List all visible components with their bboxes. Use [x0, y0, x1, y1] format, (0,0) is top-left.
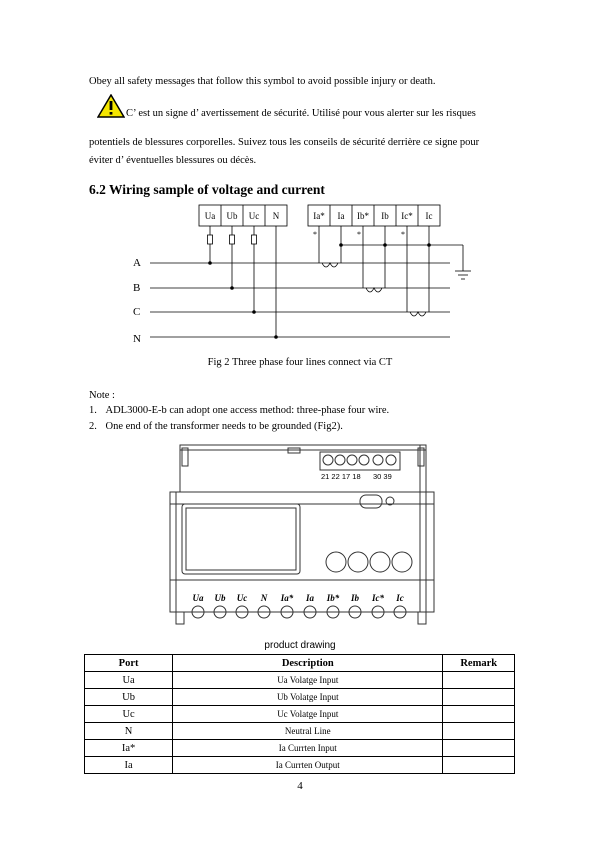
diagram-terminal-uc: Uc	[248, 211, 260, 221]
diagram-terminal-ib: Ib	[381, 211, 389, 221]
table-row	[85, 740, 515, 757]
diagram-terminal-ic: Ic	[425, 211, 433, 221]
warning-line-1: C’ est un signe d’ avertissement de sécurité. Utilisé pour vous alerter sur les risques	[126, 108, 476, 119]
header-port: Port	[85, 655, 173, 672]
top-terminal-numbers-2: 30 39	[373, 472, 392, 481]
product-drawing	[168, 440, 438, 630]
note-item-text: ADL3000-E-b can adopt one access method: three-phase four wire.	[105, 405, 390, 416]
table-row	[85, 672, 515, 689]
wiring-diagram	[0, 0, 600, 360]
device-label-ia: Ia	[305, 593, 315, 603]
header-description: Description	[173, 655, 443, 672]
table-header-row	[85, 655, 515, 672]
remark-cell	[443, 672, 515, 689]
table-row	[85, 706, 515, 723]
port-cell: Ua	[85, 672, 173, 689]
table-row	[85, 689, 515, 706]
note-item-text: One end of the transformer needs to be grounded (Fig2).	[105, 421, 343, 432]
table-row	[85, 723, 515, 740]
note-item-number: 2.	[89, 421, 97, 432]
polarity-mark-a: *	[313, 230, 317, 239]
note-title: Note :	[89, 390, 115, 401]
note-item-1	[89, 405, 389, 416]
remark-cell	[443, 723, 515, 740]
warning-line-2: potentiels de blessures corporelles. Suivez tous les conseils de sécurité derrière ce signe pour	[89, 137, 480, 148]
diagram-terminal-ia: Ia	[337, 211, 345, 221]
line-label-c: C	[133, 306, 141, 318]
device-label-ic: Ic	[396, 593, 404, 603]
device-label-ic-star: Ic*	[372, 593, 384, 603]
device-label-ua: Ua	[192, 593, 204, 603]
note-item-number: 1.	[89, 405, 97, 416]
port-cell: Ia	[85, 757, 173, 774]
description-cell: Ua Volatge Input	[173, 672, 443, 689]
device-label-uc: Uc	[236, 593, 248, 603]
top-terminal-numbers: 21 22 17 18	[321, 472, 361, 481]
port-cell: Uc	[85, 706, 173, 723]
description-cell: Ia Currten Output	[173, 757, 443, 774]
line-label-a: A	[133, 257, 141, 269]
polarity-mark-c: *	[401, 230, 405, 239]
device-label-ib-star: Ib*	[326, 593, 340, 603]
diagram-terminal-ib-star: Ib*	[357, 211, 369, 221]
diagram-terminal-n: N	[272, 211, 280, 221]
intro-text: Obey all safety messages that follow this symbol to avoid possible injury or death.	[89, 76, 436, 87]
section-heading: 6.2 Wiring sample of voltage and current	[89, 182, 325, 197]
diagram-terminal-ua: Ua	[204, 211, 216, 221]
remark-cell	[443, 689, 515, 706]
warning-line-3: éviter d’ éventuelles blessures ou décès.	[89, 155, 257, 166]
port-cell: Ia*	[85, 740, 173, 757]
remark-cell	[443, 706, 515, 723]
remark-cell	[443, 757, 515, 774]
description-cell: Neutral Line	[173, 723, 443, 740]
port-table	[84, 654, 515, 774]
product-caption: product drawing	[264, 640, 336, 651]
table-row	[85, 757, 515, 774]
port-cell: N	[85, 723, 173, 740]
page-number: 4	[297, 780, 303, 792]
device-label-ia-star: Ia*	[280, 593, 294, 603]
line-label-b: B	[133, 282, 141, 294]
device-label-ub: Ub	[214, 593, 226, 603]
description-cell: Uc Volatge Input	[173, 706, 443, 723]
diagram-terminal-ub: Ub	[226, 211, 238, 221]
remark-cell	[443, 740, 515, 757]
port-cell: Ub	[85, 689, 173, 706]
note-item-2	[89, 421, 343, 432]
device-label-ib: Ib	[350, 593, 360, 603]
polarity-mark-b: *	[357, 230, 361, 239]
description-cell: Ub Volatge Input	[173, 689, 443, 706]
diagram-terminal-ia-star: Ia*	[313, 211, 325, 221]
diagram-terminal-ic-star: Ic*	[401, 211, 413, 221]
header-remark: Remark	[443, 655, 515, 672]
figure-caption: Fig 2 Three phase four lines connect via CT	[207, 357, 393, 368]
description-cell: Ia Currten Input	[173, 740, 443, 757]
line-label-n: N	[133, 333, 141, 345]
device-label-n: N	[260, 593, 268, 603]
